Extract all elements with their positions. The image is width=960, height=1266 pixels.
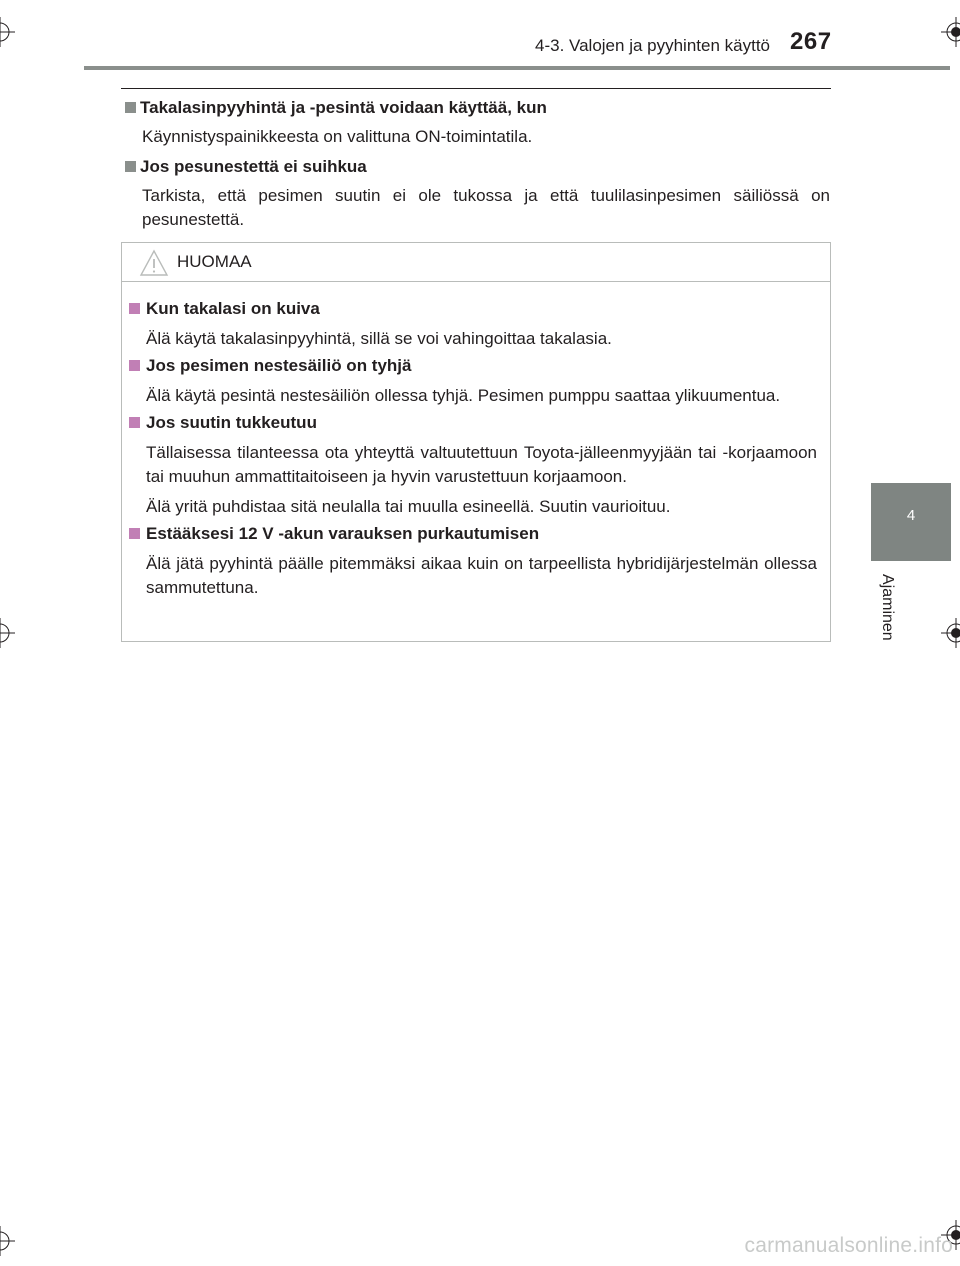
main-content <box>124 96 830 238</box>
chapter-label-text: Ajaminen <box>879 574 896 641</box>
header-divider <box>84 66 950 70</box>
item-title: Takalasinpyyhintä ja -pesintä voidaan käyttää, kun <box>140 98 547 117</box>
notice-item <box>129 297 817 351</box>
square-bullet-icon <box>125 102 136 113</box>
item-body: Käynnistyspainikkeesta on valittuna ON-toimintatila. <box>142 127 533 146</box>
notice-body <box>129 297 817 603</box>
notice-item-title: Kun takalasi on kuiva <box>146 299 320 318</box>
square-bullet-icon <box>129 360 140 371</box>
page-number: 267 <box>790 28 832 55</box>
info-item <box>124 96 830 149</box>
notice-item-title: Estääksesi 12 V -akun varauksen purkautumisen <box>146 524 540 543</box>
notice-item <box>129 354 817 408</box>
info-item <box>124 155 830 232</box>
notice-box <box>121 242 831 642</box>
notice-item-body: Älä jätä pyyhintä päälle pitemmäksi aikaa kuin on tarpeellista hybridijärjestelmän ollessa sammutettuna. <box>146 554 817 597</box>
item-body: Tarkista, että pesimen suutin ei ole tukossa ja että tuulilasinpesimen säiliössä on pesunestettä. <box>142 186 830 229</box>
square-bullet-icon <box>129 303 140 314</box>
notice-item <box>129 522 817 600</box>
warning-triangle-icon <box>139 249 169 277</box>
registration-mark-icon <box>0 1226 15 1256</box>
chapter-label <box>878 574 898 654</box>
content-divider <box>121 88 831 89</box>
watermark: carmanualsonline.info <box>744 1234 953 1257</box>
section-title: 4-3. Valojen ja pyyhinten käyttö <box>535 36 770 55</box>
registration-mark-icon <box>0 17 15 47</box>
item-title: Jos pesunestettä ei suihkua <box>140 157 367 176</box>
square-bullet-icon <box>125 161 136 172</box>
registration-mark-icon <box>941 17 960 47</box>
square-bullet-icon <box>129 417 140 428</box>
notice-item-body: Tällaisessa tilanteessa ota yhteyttä valtuutettuun Toyota-jälleenmyyjään tai -korjaamoon tai muuhun ammattitaitoiseen ja hyvin varustettuun korjaamoon. <box>146 443 817 486</box>
notice-item-title: Jos suutin tukkeutuu <box>146 413 317 432</box>
notice-item <box>129 411 817 519</box>
registration-mark-icon <box>0 618 15 648</box>
chapter-number: 4 <box>906 507 916 524</box>
notice-label: HUOMAA <box>177 252 252 271</box>
chapter-tab <box>871 483 951 561</box>
square-bullet-icon <box>129 528 140 539</box>
registration-mark-icon <box>941 618 960 648</box>
notice-item-title: Jos pesimen nestesäiliö on tyhjä <box>146 356 412 375</box>
notice-item-body: Älä käytä takalasinpyyhintä, sillä se voi vahingoittaa takalasia. <box>146 329 612 348</box>
notice-header <box>122 243 830 282</box>
notice-item-body: Älä käytä pesintä nestesäiliön ollessa tyhjä. Pesimen pumppu saattaa ylikuumentua. <box>146 386 781 405</box>
notice-item-body: Älä yritä puhdistaa sitä neulalla tai muulla esineellä. Suutin vaurioituu. <box>146 497 671 516</box>
